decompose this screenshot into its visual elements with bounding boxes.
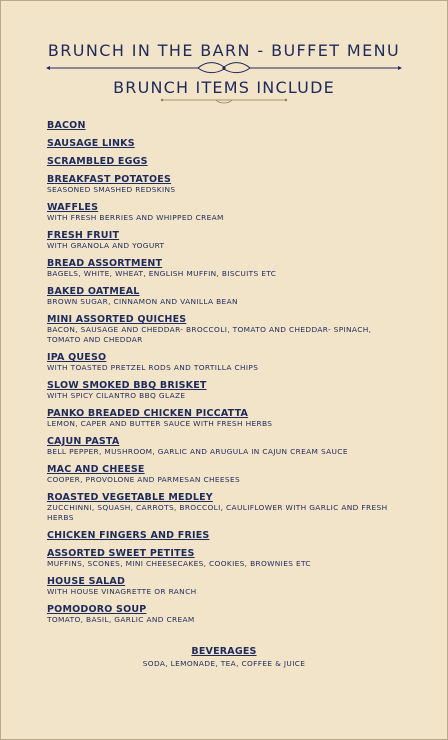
item-name: IPA QUESO: [47, 352, 107, 363]
item-name: ASSORTED SWEET PETITES: [47, 548, 195, 559]
item-description: BACON, SAUSAGE AND CHEDDAR- BROCCOLI, TOMATO AND CHEDDAR- SPINACH, TOMATO AND CHEDDAR: [47, 325, 372, 344]
list-item: [47, 464, 397, 485]
list-item: [47, 492, 397, 523]
item-description: BAGELS, WHITE, WHEAT, ENGLISH MUFFIN, BISCUITS ETC: [47, 269, 277, 278]
item-description: BELL PEPPER, MUSHROOM, GARLIC AND ARUGULA IN CAJUN CREAM SAUCE: [47, 447, 348, 456]
item-name: CHICKEN FINGERS AND FRIES: [47, 530, 210, 541]
list-item: [47, 436, 397, 457]
menu-items-list: [47, 120, 397, 632]
list-item: [47, 604, 397, 625]
menu-subtitle: BRUNCH ITEMS INCLUDE: [113, 78, 335, 97]
item-name: SCRAMBLED EGGS: [47, 156, 148, 167]
list-item: [47, 156, 397, 167]
list-item: [47, 548, 397, 569]
list-item: [47, 576, 397, 597]
item-description: WITH HOUSE VINAGRETTE OR RANCH: [47, 587, 197, 596]
item-name: PANKO BREADED CHICKEN PICCATTA: [47, 408, 249, 419]
list-item: [47, 174, 397, 195]
list-item: [47, 314, 397, 345]
item-description: WITH GRANOLA AND YOGURT: [47, 241, 165, 250]
list-item: [47, 120, 397, 131]
list-item: [47, 530, 397, 541]
item-name: POMODORO SOUP: [47, 604, 147, 615]
item-description: COOPER, PROVOLONE AND PARMESAN CHEESES: [47, 475, 241, 484]
item-description: SEASONED SMASHED REDSKINS: [47, 185, 176, 194]
item-description: BROWN SUGAR, CINNAMON AND VANILLA BEAN: [47, 297, 238, 306]
list-item: [47, 286, 397, 307]
item-name: MAC AND CHEESE: [47, 464, 145, 475]
ornament-underline: [160, 97, 288, 105]
item-description: TOMATO, BASIL, GARLIC AND CREAM: [47, 615, 195, 624]
list-item: [47, 138, 397, 149]
menu-title: BRUNCH IN THE BARN - BUFFET MENU: [47, 41, 401, 60]
item-name: ROASTED VEGETABLE MEDLEY: [47, 492, 213, 503]
list-item: [47, 258, 397, 279]
item-name: CAJUN PASTA: [47, 436, 120, 447]
beverages-description: SODA, LEMONADE, TEA, COFFEE & JUICE: [142, 659, 306, 668]
item-name: FRESH FRUIT: [47, 230, 120, 241]
list-item: [47, 202, 397, 223]
item-name: SLOW SMOKED BBQ BRISKET: [47, 380, 207, 391]
item-description: WITH FRESH BERRIES AND WHIPPED CREAM: [47, 213, 224, 222]
item-description: MUFFINS, SCONES, MINI CHEESECAKES, COOKIES, BROWNIES ETC: [47, 559, 311, 568]
item-description: LEMON, CAPER AND BUTTER SAUCE WITH FRESH HERBS: [47, 419, 273, 428]
list-item: [47, 380, 397, 401]
item-name: HOUSE SALAD: [47, 576, 126, 587]
item-description: WITH SPICY CILANTRO BBQ GLAZE: [47, 391, 186, 400]
beverages-section: [0, 639, 448, 669]
beverages-heading: BEVERAGES: [191, 646, 257, 657]
item-name: BAKED OATMEAL: [47, 286, 140, 297]
list-item: [47, 408, 397, 429]
item-name: MINI ASSORTED QUICHES: [47, 314, 187, 325]
item-description: WITH TOASTED PRETZEL RODS AND TORTILLA CHIPS: [47, 363, 259, 372]
item-name: BACON: [47, 120, 86, 131]
list-item: [47, 352, 397, 373]
item-name: BREAKFAST POTATOES: [47, 174, 172, 185]
item-description: ZUCCHINNI, SQUASH, CARROTS, BROCCOLI, CAULIFLOWER WITH GARLIC AND FRESH HERBS: [47, 503, 388, 522]
item-name: SAUSAGE LINKS: [47, 138, 135, 149]
item-name: WAFFLES: [47, 202, 99, 213]
ornament-divider: [46, 60, 402, 74]
list-item: [47, 230, 397, 251]
item-name: BREAD ASSORTMENT: [47, 258, 163, 269]
